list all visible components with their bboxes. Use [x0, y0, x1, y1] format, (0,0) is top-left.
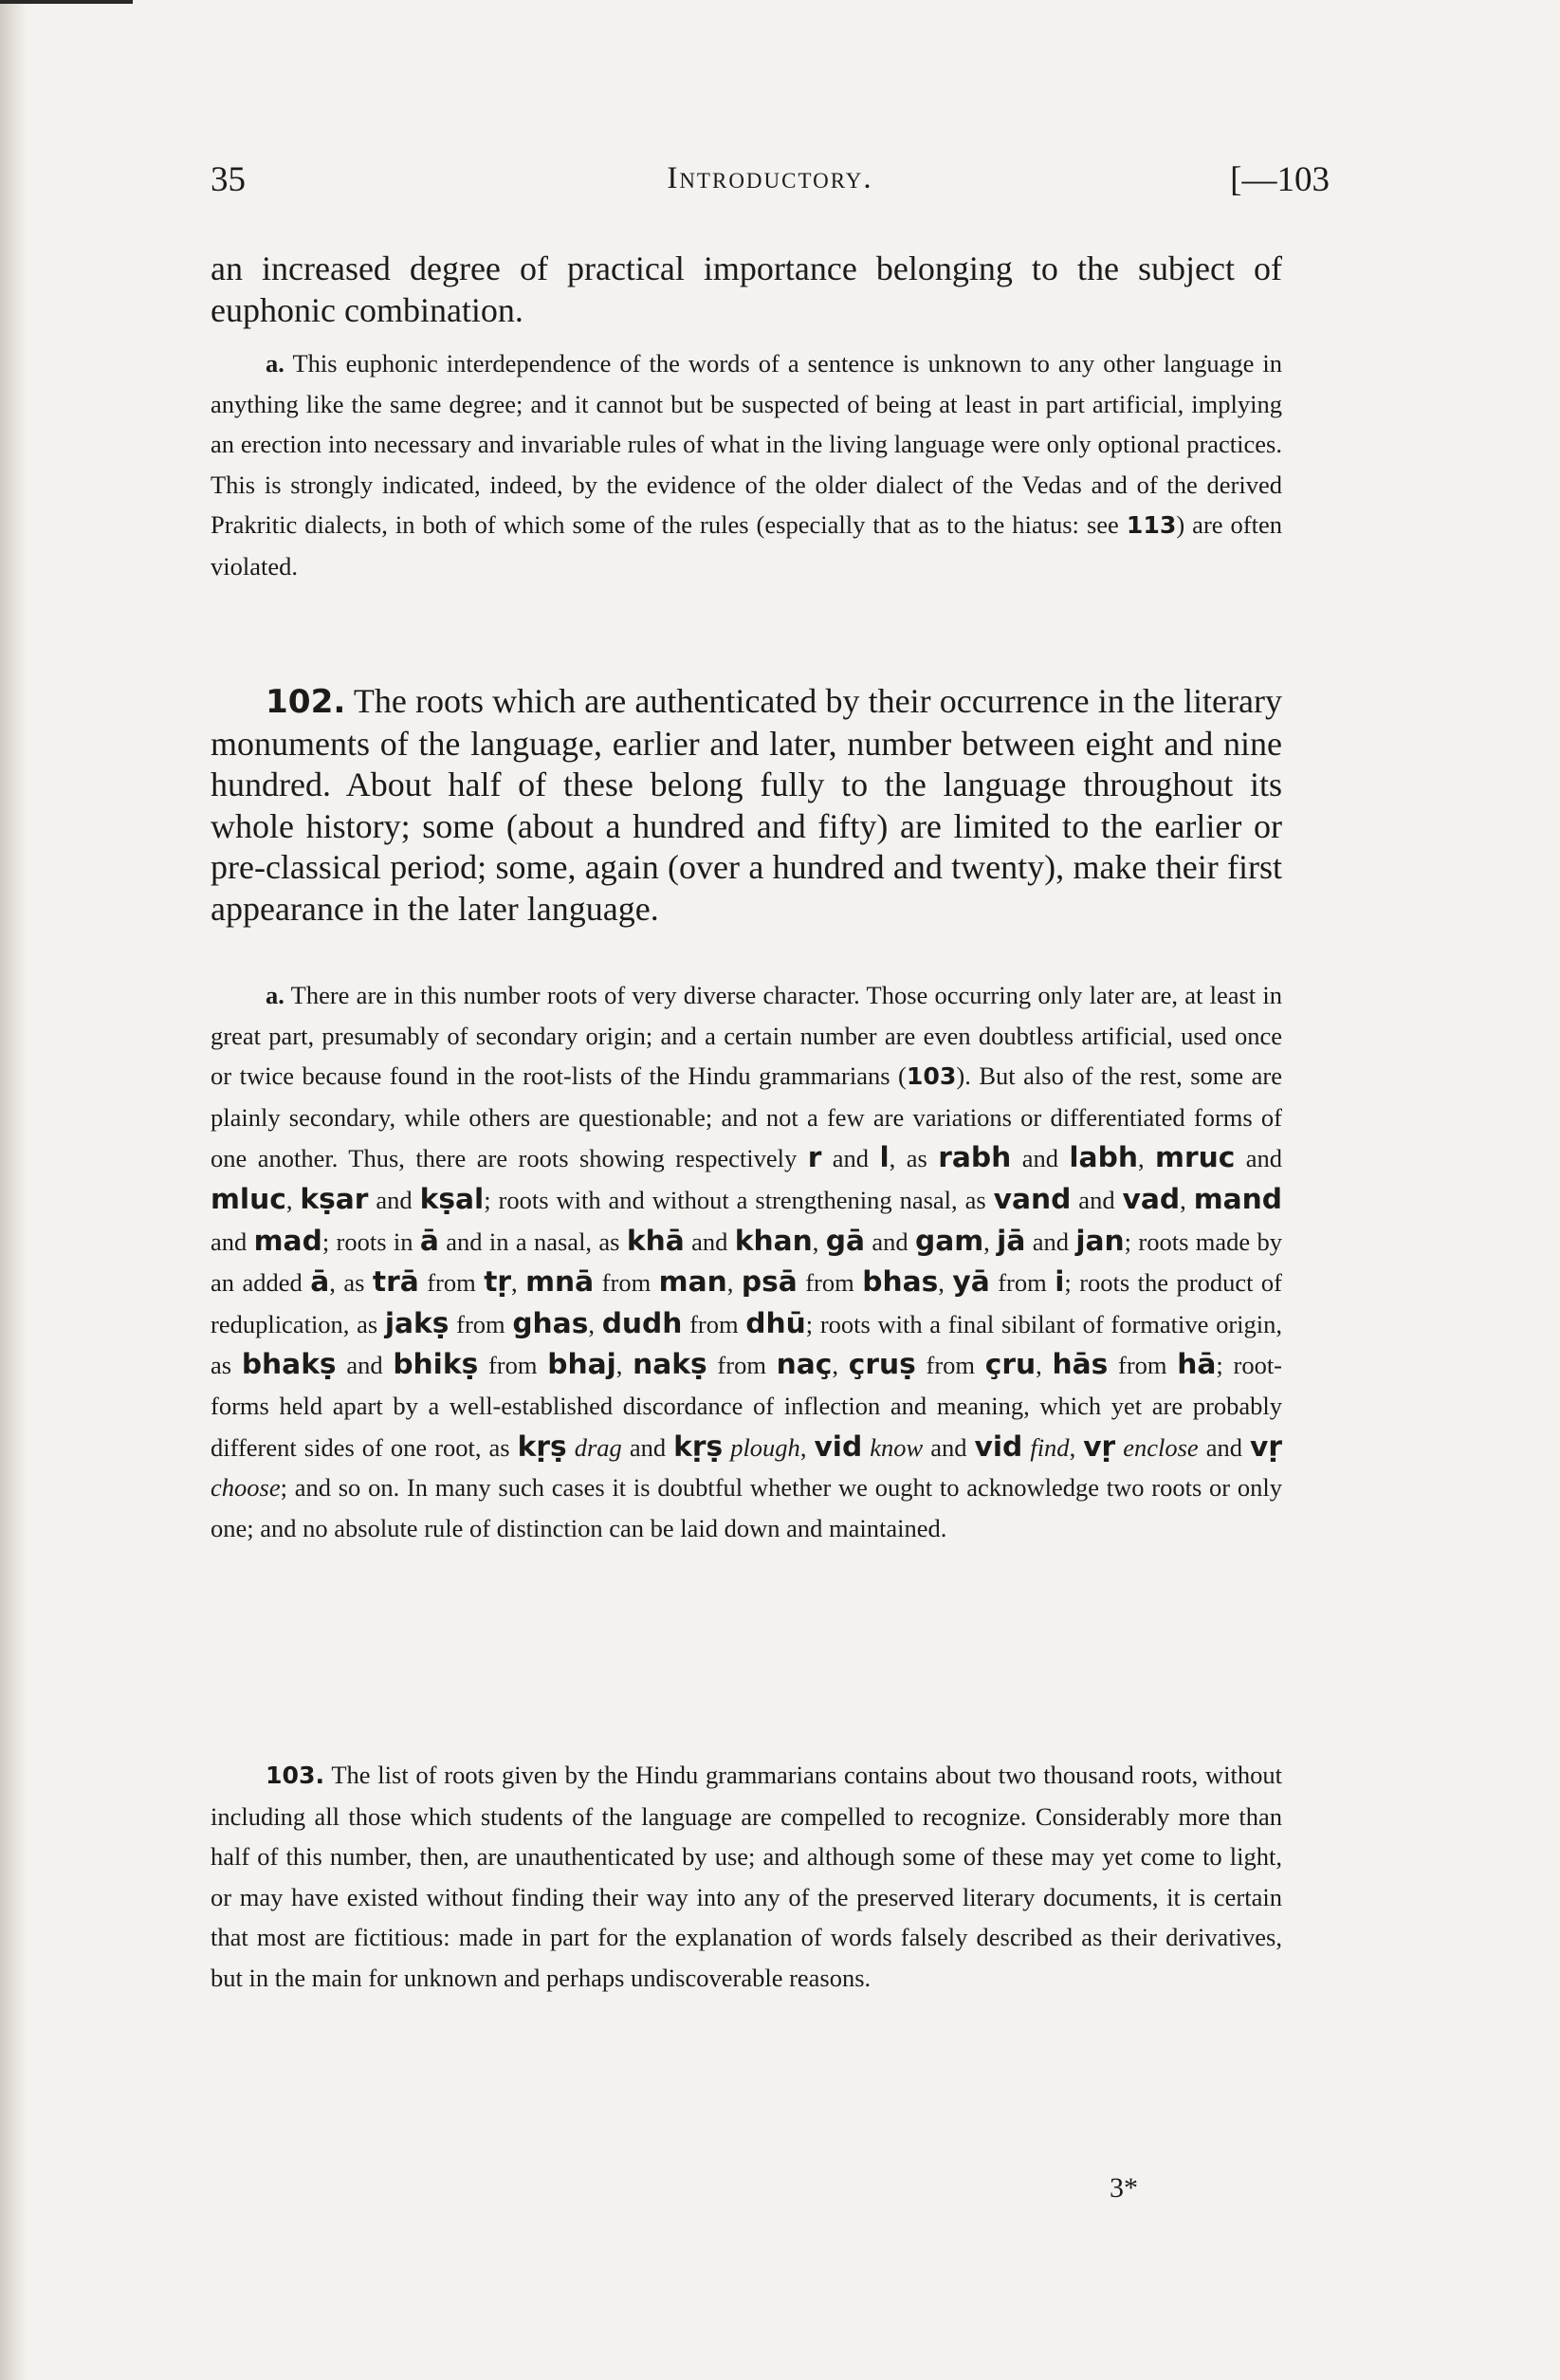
- root-word: ā: [310, 1264, 330, 1299]
- text-segment: ,: [285, 1185, 301, 1214]
- text-segment: and: [684, 1227, 735, 1256]
- section-number: 102.: [266, 683, 346, 721]
- root-word: bhas: [862, 1264, 939, 1299]
- root-word: dhū: [745, 1305, 806, 1339]
- text-segment: from: [682, 1309, 746, 1338]
- root-word: trā: [372, 1264, 419, 1299]
- root-word: yā: [952, 1264, 990, 1299]
- root-word: l: [879, 1140, 890, 1174]
- root-word: i: [1055, 1264, 1065, 1299]
- text-segment: ,: [1036, 1351, 1053, 1380]
- root-word: khan: [734, 1223, 813, 1257]
- root-word: ā: [419, 1223, 439, 1257]
- text-segment: ; root-forms held apart by a well-established discordance of inflection and meaning, which yet are probably different sides of one root, as: [211, 1351, 1283, 1462]
- subsection-label: a.: [266, 349, 284, 378]
- root-word: mnā: [525, 1264, 595, 1299]
- root-word: mruc: [1155, 1140, 1236, 1174]
- root-word: hās: [1052, 1347, 1109, 1381]
- text-segment: ,: [938, 1268, 953, 1298]
- root-word: man: [658, 1264, 727, 1299]
- text-segment: and: [211, 1227, 254, 1256]
- text-segment: from: [797, 1268, 863, 1298]
- text-segment: from: [594, 1268, 659, 1298]
- running-title: Introductory.: [667, 161, 873, 195]
- text-segment: from: [989, 1268, 1055, 1298]
- text-segment: from: [707, 1351, 777, 1380]
- subsection-label: a.: [266, 981, 284, 1009]
- gloss: know: [870, 1432, 924, 1462]
- text-segment: ,: [1137, 1144, 1156, 1173]
- page-number: 35: [211, 160, 246, 199]
- gloss: find: [1030, 1432, 1070, 1462]
- root-word: gam: [914, 1223, 984, 1257]
- root-word: vṛ: [1250, 1429, 1283, 1463]
- text-segment: ; roots made by an added: [211, 1227, 1282, 1298]
- text-segment: , as: [889, 1144, 939, 1173]
- root-word: mand: [1193, 1181, 1283, 1215]
- text-segment: ,: [615, 1351, 633, 1380]
- root-word: vid: [974, 1429, 1023, 1463]
- text-segment: This euphonic interdependence of the words of a sentence is unknown to any other language in anything like the same degree; and it cannot but be suspected of being at least in part artificial, implying an erection into necessary and invariable rules of what in the living language were only optional practices. This is strongly indicated, indeed, by the evidence of the older dialect of the Vedas and of the derived Prakritic dialects, in both of which some of the rules (especially that as to the hiatus: see: [211, 349, 1282, 540]
- root-word: ghas: [512, 1305, 589, 1339]
- root-word: labh: [1069, 1140, 1138, 1174]
- paragraph-103: [211, 1755, 1282, 1999]
- root-word: çruṣ: [848, 1347, 916, 1381]
- section-number: 103.: [266, 1762, 325, 1789]
- section-text: The roots which are authenticated by their occurrence in the literary monuments of the language, earlier and later, number between eight and nine hundred. About half of these belong fully to the language throughout its whole history; some (about a hundred and fifty) are limited to the earlier or pre-classical period; some, again (over a hundred and twenty), make their first appearance in the later language.: [211, 682, 1282, 928]
- text-segment: from: [418, 1268, 485, 1298]
- text-segment: ,: [812, 1227, 826, 1256]
- text-segment: ,: [588, 1309, 602, 1338]
- text-segment: and: [821, 1144, 880, 1173]
- signature-mark: 3*: [1110, 2172, 1138, 2204]
- root-word: jan: [1075, 1223, 1125, 1257]
- root-word: kṣar: [300, 1181, 369, 1215]
- root-word: khā: [626, 1223, 685, 1257]
- text-segment: and: [1235, 1144, 1282, 1173]
- section-reference: 103: [906, 1062, 957, 1091]
- page-header: [211, 159, 1330, 205]
- text-segment: ; roots with a final sibilant of formative origin, as: [211, 1309, 1282, 1380]
- text-segment: ). But also of the rest, some are plainly secondary, while others are questionable; and not a few are variations or differentiated forms of one another. Thus, there are roots showing respectively: [211, 1061, 1283, 1173]
- section-range: [—103: [1230, 160, 1330, 199]
- root-word: nakṣ: [633, 1347, 707, 1381]
- text-segment: and: [336, 1351, 394, 1380]
- gloss: choose: [211, 1473, 281, 1503]
- text-segment: ; roots with and without a strengthening nasal, as: [484, 1185, 994, 1214]
- text-segment: and: [1011, 1144, 1070, 1173]
- root-word: bhikṣ: [393, 1347, 479, 1381]
- root-word: psā: [741, 1264, 798, 1299]
- text-segment: ; roots in: [321, 1227, 420, 1256]
- text-segment: , as: [329, 1268, 373, 1298]
- root-word: mad: [253, 1223, 322, 1257]
- root-word: rabh: [938, 1140, 1012, 1174]
- root-word: kṛṣ: [673, 1429, 724, 1463]
- root-word: kṛṣ: [517, 1429, 567, 1463]
- root-word: gā: [825, 1223, 865, 1257]
- page-edge-shadow: [0, 0, 27, 2380]
- paragraph-102: [211, 681, 1282, 930]
- root-word: jakṣ: [384, 1305, 450, 1339]
- gloss: plough: [730, 1432, 800, 1462]
- root-word: hā: [1177, 1347, 1217, 1381]
- text-segment: and: [621, 1432, 674, 1462]
- section-reference: 113: [1126, 511, 1177, 540]
- root-word: vṛ: [1083, 1429, 1116, 1463]
- text-segment: ,: [983, 1227, 998, 1256]
- text-segment: and in a nasal, as: [438, 1227, 627, 1256]
- text-segment: and: [368, 1185, 420, 1214]
- root-word: bhakṣ: [241, 1347, 337, 1381]
- root-word: dudh: [601, 1305, 683, 1339]
- text-segment: ; roots the product of reduplication, as: [211, 1268, 1283, 1338]
- text-segment: and: [1071, 1185, 1123, 1214]
- section-text: The list of roots given by the Hindu grammarians contains about two thousand roots, without including all those which students of the language are compelled to recognize. Considerably more than half of this number, then, are unauthenticated by use; and although some of these may yet come to light, or may have existed without finding their way into any of the preserved literary documents, it is certain that most are fictitious: made in part for the explanation of words falsely described as their derivatives, but in the main for unknown and perhaps undiscoverable reasons.: [211, 1761, 1282, 1992]
- root-word: vid: [814, 1429, 863, 1463]
- root-word: jā: [997, 1223, 1026, 1257]
- text-segment: from: [1108, 1351, 1178, 1380]
- text-segment: ,: [511, 1268, 526, 1298]
- root-word: çru: [984, 1347, 1037, 1381]
- root-word: vand: [993, 1181, 1072, 1215]
- gloss: enclose: [1123, 1432, 1199, 1462]
- text-segment: and: [923, 1432, 975, 1462]
- paragraph-102a: [211, 975, 1282, 1548]
- text-segment: ,: [1069, 1432, 1084, 1462]
- root-word: vad: [1122, 1181, 1181, 1215]
- text-segment: ,: [726, 1268, 742, 1298]
- text-segment: and: [865, 1227, 915, 1256]
- paragraph-101a: [211, 343, 1282, 587]
- root-word: tṛ: [484, 1264, 512, 1299]
- root-word: naç: [776, 1347, 833, 1381]
- text-segment: ) are often violated.: [211, 510, 1283, 581]
- root-word: r: [807, 1140, 822, 1174]
- text-segment: ,: [799, 1432, 815, 1462]
- root-word: bhaj: [547, 1347, 616, 1381]
- root-word: kṣal: [419, 1181, 485, 1215]
- text-segment: There are in this number roots of very diverse character. Those occurring only later are, at least in great part, presumably of secondary origin; and a certain number are even doubtless artificial, used once or twice because found in the root-lists of the Hindu grammarians (: [211, 981, 1282, 1091]
- paragraph-intro-continuation: an increased degree of practical importance belonging to the subject of euphonic combination.: [211, 249, 1282, 329]
- text-segment: from: [915, 1351, 985, 1380]
- text-segment: from: [478, 1351, 548, 1380]
- text-segment: and: [1025, 1227, 1076, 1256]
- text-segment: from: [449, 1309, 513, 1338]
- text-segment: ,: [1180, 1185, 1194, 1214]
- gloss: drag: [574, 1432, 622, 1462]
- text-segment: and: [1198, 1432, 1251, 1462]
- text-segment: ; and so on. In many such cases it is doubtful whether we ought to acknowledge two roots or only one; and no absolute rule of distinction can be laid down and maintained.: [211, 1473, 1282, 1542]
- root-word: mluc: [211, 1181, 286, 1215]
- scan-edge-mark: [0, 0, 133, 4]
- text-segment: ,: [832, 1351, 849, 1380]
